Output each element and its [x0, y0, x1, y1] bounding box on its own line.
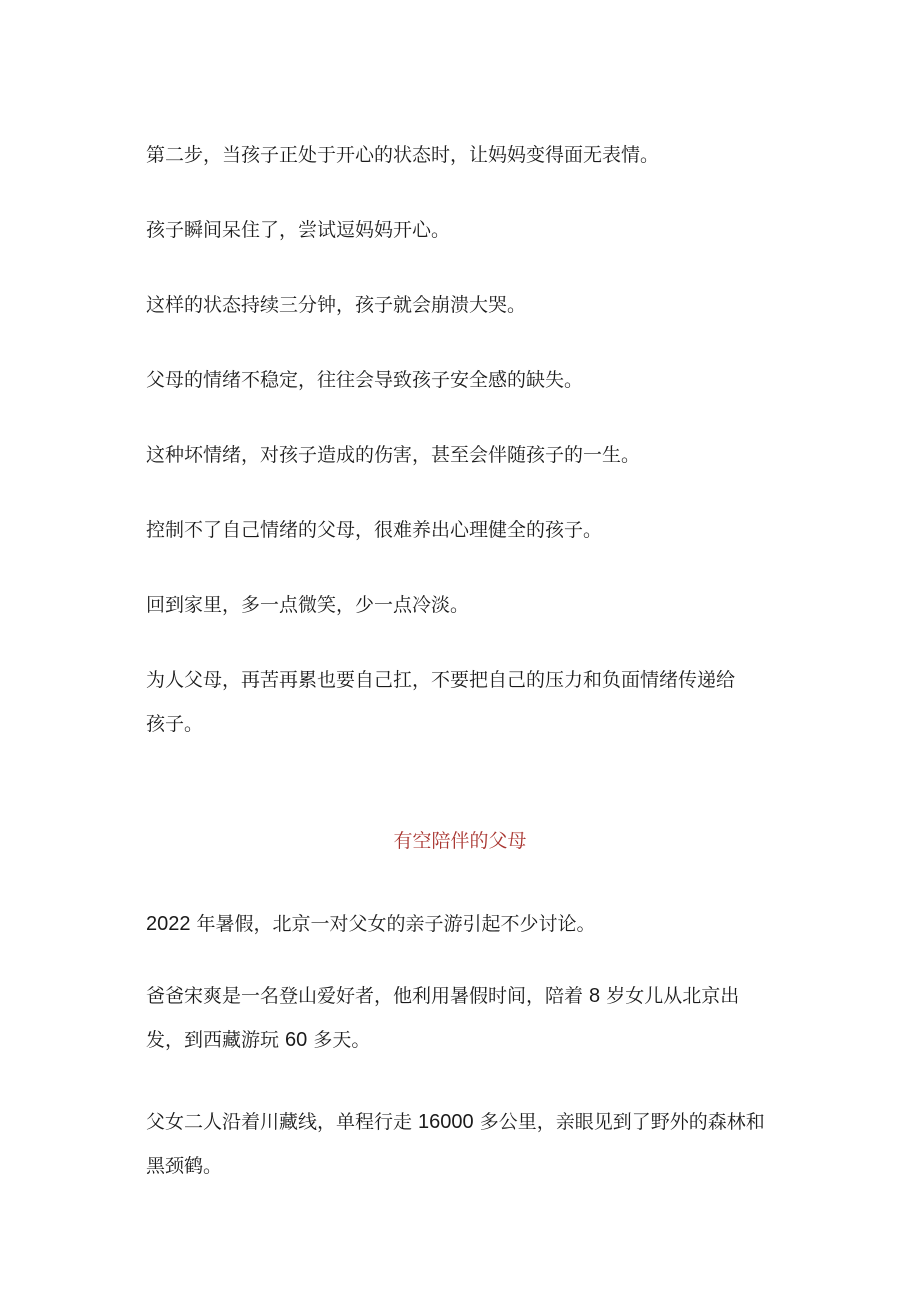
- paragraph-text: 多天。: [307, 1029, 371, 1051]
- paragraph: 为人父母，再苦再累也要自己扛，不要把自己的压力和负面情绪传递给孩子。: [146, 669, 736, 735]
- paragraph: 这种坏情绪，对孩子造成的伤害，甚至会伴随孩子的一生。: [146, 444, 641, 466]
- paragraph: 父母的情绪不稳定，往往会导致孩子安全感的缺失。: [146, 369, 584, 391]
- number-text: 2022: [146, 913, 191, 935]
- section-heading: 有空陪伴的父母: [393, 830, 527, 852]
- paragraph: [146, 1100, 772, 1188]
- paragraph: 控制不了自己情绪的父母，很难养出心理健全的孩子。: [146, 519, 603, 541]
- number-text: 8: [589, 985, 601, 1007]
- paragraph: 第二步，当孩子正处于开心的状态时，让妈妈变得面无表情。: [146, 144, 660, 166]
- paragraph-text: 爸爸宋爽是一名登山爱好者，他利用暑假时间，陪着: [146, 985, 590, 1007]
- paragraph-text: 岁女儿从北京出发，到西藏游玩: [146, 985, 740, 1051]
- number-text: 60: [285, 1029, 308, 1051]
- paragraph-text: 父女二人沿着川藏线，单程行走: [146, 1111, 419, 1133]
- paragraph: 回到家里，多一点微笑，少一点冷淡。: [146, 594, 470, 616]
- paragraph-text: 年暑假，北京一对父女的亲子游引起不少讨论。: [190, 913, 596, 935]
- paragraph-text: 多公里，亲眼见到了野外的森林和黑颈鹤。: [146, 1111, 765, 1177]
- number-text: 16000: [418, 1111, 474, 1133]
- paragraph: 这样的状态持续三分钟，孩子就会崩溃大哭。: [146, 294, 527, 316]
- paragraph: [146, 912, 786, 936]
- paragraph: 孩子瞬间呆住了，尝试逗妈妈开心。: [146, 219, 451, 241]
- paragraph: [146, 974, 772, 1062]
